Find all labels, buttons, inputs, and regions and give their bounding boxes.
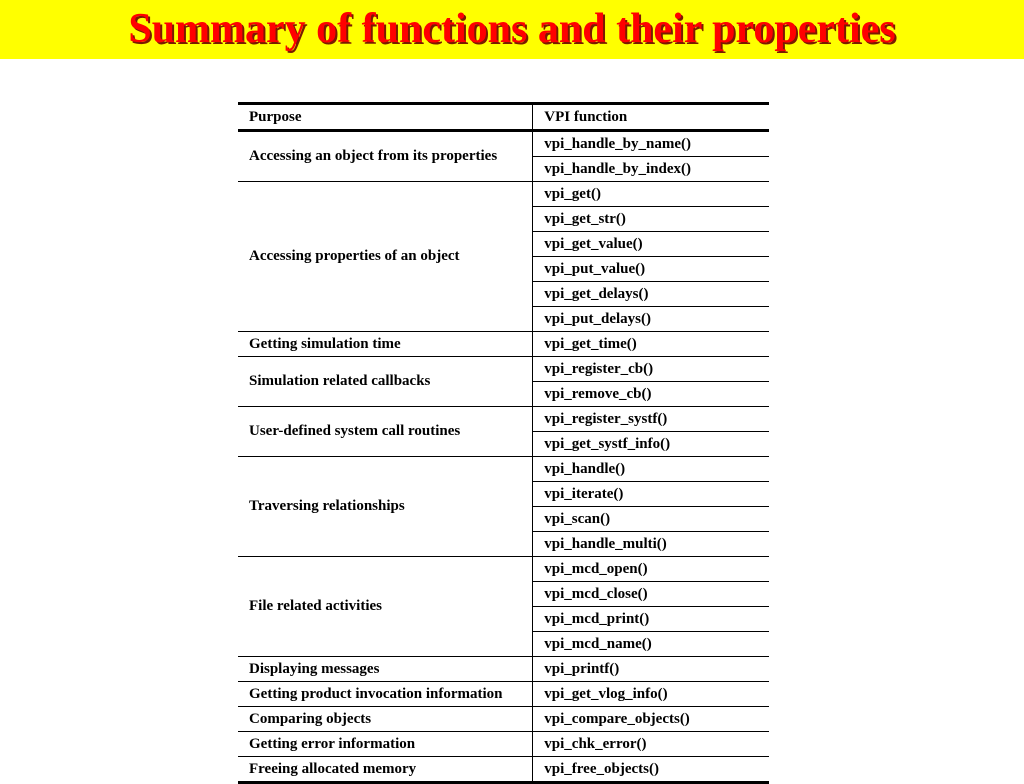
function-cell: vpi_chk_error() <box>533 732 769 757</box>
table-header-row <box>238 104 769 131</box>
vpi-functions-table <box>238 102 769 784</box>
header-vpi-function: VPI function <box>533 104 769 131</box>
function-cell: vpi_mcd_open() <box>533 557 769 582</box>
function-cell: vpi_get_value() <box>533 232 769 257</box>
table-row <box>238 682 769 707</box>
table-row <box>238 657 769 682</box>
function-cell: vpi_mcd_name() <box>533 632 769 657</box>
function-cell: vpi_handle_by_index() <box>533 157 769 182</box>
function-cell: vpi_get_str() <box>533 207 769 232</box>
purpose-cell: Accessing an object from its properties <box>238 131 533 182</box>
purpose-cell: File related activities <box>238 557 533 657</box>
function-cell: vpi_put_delays() <box>533 307 769 332</box>
function-cell: vpi_register_cb() <box>533 357 769 382</box>
header-purpose: Purpose <box>238 104 533 131</box>
purpose-cell: Displaying messages <box>238 657 533 682</box>
function-cell: vpi_get() <box>533 182 769 207</box>
function-cell: vpi_get_delays() <box>533 282 769 307</box>
slide-title: Summary of functions and their properties <box>128 6 896 52</box>
function-cell: vpi_put_value() <box>533 257 769 282</box>
function-cell: vpi_iterate() <box>533 482 769 507</box>
table-row <box>238 407 769 432</box>
table-row <box>238 457 769 482</box>
function-cell: vpi_get_vlog_info() <box>533 682 769 707</box>
table-row <box>238 557 769 582</box>
purpose-cell: Getting error information <box>238 732 533 757</box>
function-cell: vpi_scan() <box>533 507 769 532</box>
function-cell: vpi_get_systf_info() <box>533 432 769 457</box>
function-cell: vpi_mcd_close() <box>533 582 769 607</box>
table-row <box>238 732 769 757</box>
purpose-cell: Simulation related callbacks <box>238 357 533 407</box>
function-cell: vpi_handle_multi() <box>533 532 769 557</box>
purpose-cell: Comparing objects <box>238 707 533 732</box>
purpose-cell: Getting simulation time <box>238 332 533 357</box>
table-row <box>238 182 769 207</box>
purpose-cell: Freeing allocated memory <box>238 757 533 783</box>
function-cell: vpi_handle_by_name() <box>533 131 769 157</box>
table-row <box>238 707 769 732</box>
function-cell: vpi_handle() <box>533 457 769 482</box>
function-cell: vpi_get_time() <box>533 332 769 357</box>
function-cell: vpi_compare_objects() <box>533 707 769 732</box>
function-cell: vpi_printf() <box>533 657 769 682</box>
function-cell: vpi_register_systf() <box>533 407 769 432</box>
table-row <box>238 131 769 157</box>
purpose-cell: Getting product invocation information <box>238 682 533 707</box>
table-row <box>238 357 769 382</box>
function-cell: vpi_remove_cb() <box>533 382 769 407</box>
table-row <box>238 332 769 357</box>
purpose-cell: Accessing properties of an object <box>238 182 533 332</box>
function-cell: vpi_free_objects() <box>533 757 769 783</box>
purpose-cell: User-defined system call routines <box>238 407 533 457</box>
table-row <box>238 757 769 783</box>
table-body <box>238 131 769 783</box>
function-cell: vpi_mcd_print() <box>533 607 769 632</box>
purpose-cell: Traversing relationships <box>238 457 533 557</box>
